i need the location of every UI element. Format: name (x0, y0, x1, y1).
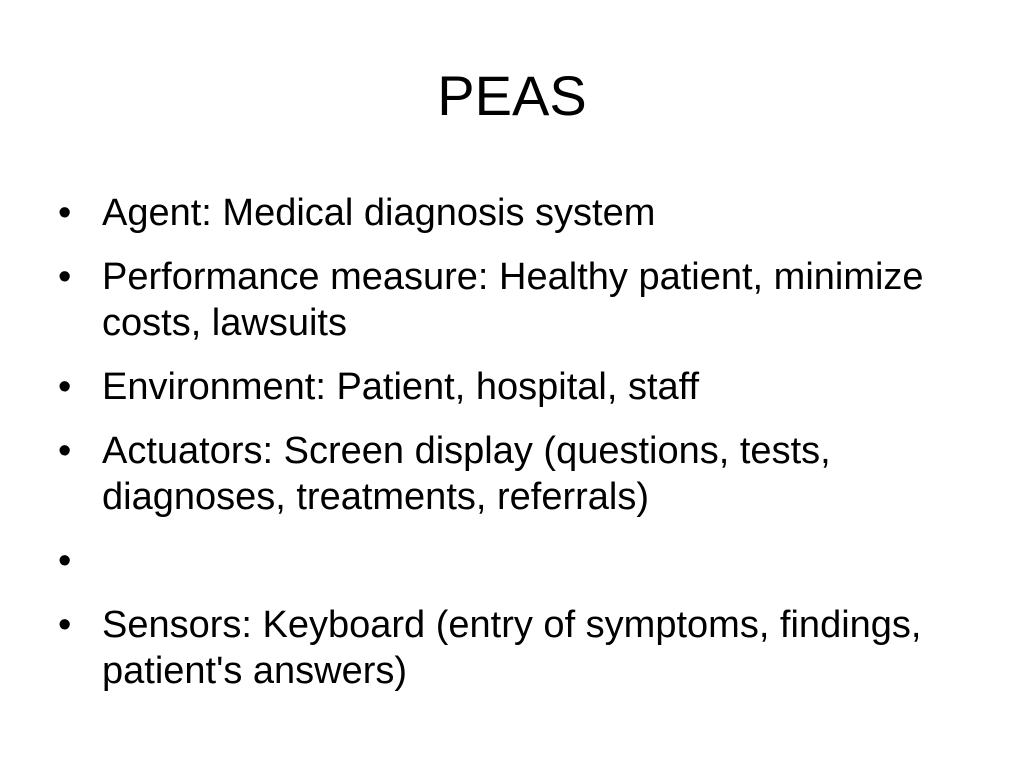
bullet-text: Agent: Medical diagnosis system (102, 192, 656, 234)
bullet-text: Performance measure: Healthy patient, minimize costs, lawsuits (102, 256, 924, 344)
bullet-text: Environment: Patient, hospital, staff (102, 366, 700, 408)
bullet-icon: • (58, 192, 72, 234)
bullet-item-empty (58, 538, 958, 584)
bullet-text (102, 538, 958, 584)
bullet-item (58, 364, 958, 410)
bullet-text: Sensors: Keyboard (entry of symptoms, findings, patient's answers) (102, 604, 922, 692)
bullet-item (58, 190, 958, 236)
bullet-list (58, 190, 958, 712)
bullet-text: Actuators: Screen display (questions, tests, diagnoses, treatments, referrals) (102, 430, 831, 518)
bullet-icon: • (58, 540, 72, 582)
slide-title: PEAS (437, 64, 587, 127)
bullet-icon: • (58, 366, 72, 408)
bullet-item (58, 602, 958, 694)
bullet-icon: • (58, 604, 72, 646)
bullet-icon: • (58, 256, 72, 298)
bullet-item (58, 254, 958, 346)
bullet-item (58, 428, 958, 520)
bullet-icon: • (58, 430, 72, 472)
